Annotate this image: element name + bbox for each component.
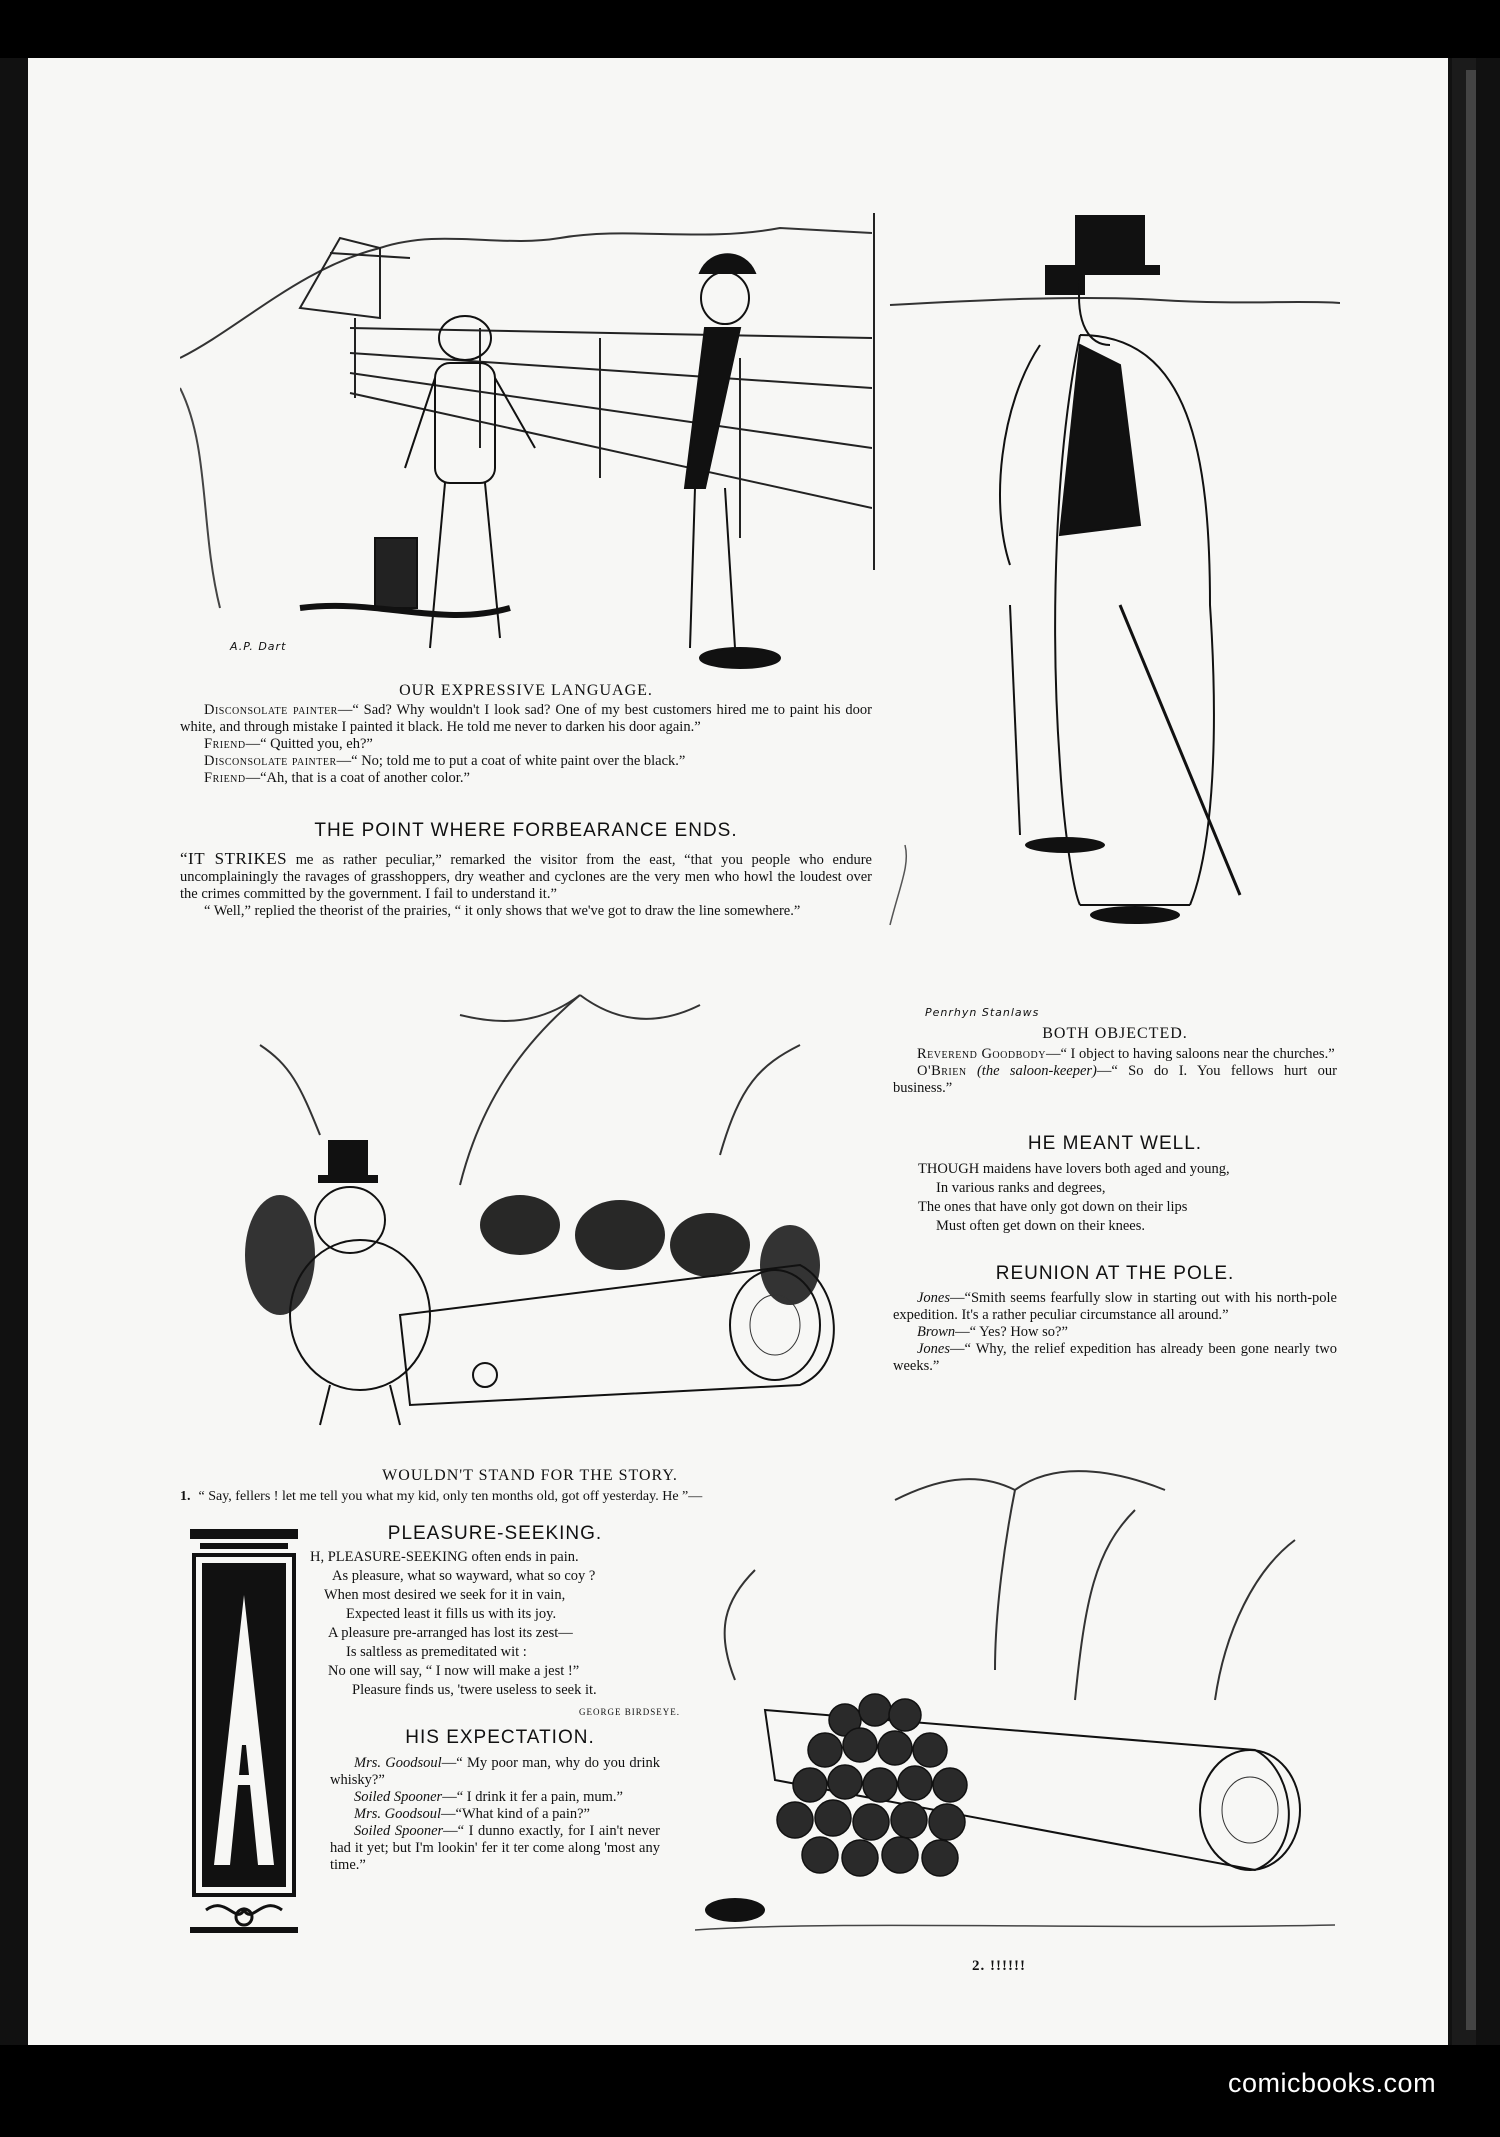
verse-line: No one will say, “ I now will make a jest !” xyxy=(328,1663,580,1679)
forbearance-paragraph-2: “ Well,” replied the theorist of the prairies, “ it only shows that we've got to draw the line somewhere.” xyxy=(204,903,801,919)
verse-line: Must often get down on their knees. xyxy=(936,1218,1146,1234)
dialogue-line: —“ I object to having saloons near the churches.” xyxy=(1045,1046,1335,1062)
page-spine-edge xyxy=(1466,70,1476,2030)
dialogue-line: —“ Yes? How so?” xyxy=(955,1324,1068,1340)
expectation-dialogue xyxy=(330,1755,660,1874)
both-objected-dialogue xyxy=(893,1046,1337,1097)
verse-line: As pleasure, what so wayward, what so coy ? xyxy=(332,1568,596,1584)
verse-line: THOUGH maidens have lovers both aged and young, xyxy=(918,1161,1230,1177)
painter-cartoon-illustration xyxy=(180,208,872,688)
forbearance-paragraph-1: me as rather peculiar,” remarked the visitor from the east, “that you people who endure uncomplainingly the ravages of grasshoppers, dry weather and cyclones are the very men who howl the loudest over the crimes committed by the government. I fail to understand it.” xyxy=(180,852,872,902)
gentlemen-cartoon-illustration xyxy=(880,205,1340,1005)
dialogue-line: —“What kind of a pain?” xyxy=(441,1806,590,1822)
speaker-label: Disconsolate painter xyxy=(204,753,337,769)
both-objected-caption: BOTH OBJECTED. xyxy=(1042,1025,1188,1042)
reunion-title: REUNION AT THE POLE. xyxy=(995,1263,1235,1284)
speaker-label: Soiled Spooner xyxy=(354,1789,443,1805)
verse-line: In various ranks and degrees, xyxy=(936,1180,1106,1196)
speaker-label: Jones xyxy=(917,1290,951,1306)
speaker-label: Mrs. Goodsoul xyxy=(354,1806,442,1822)
ornamental-dropcap xyxy=(186,1525,302,1939)
forbearance-title: THE POINT WHERE FORBEARANCE ENDS. xyxy=(314,820,738,841)
painter-cartoon-dialogue xyxy=(180,702,872,787)
dialogue-line: —“Smith seems fearfully slow in starting out with his north-pole expedition. It's a rather peculiar circumstance all around.” xyxy=(893,1290,1337,1323)
dialogue-line: —“ So do I. You fellows hurt our business.” xyxy=(893,1063,1338,1096)
forbearance-lead: “IT STRIKES xyxy=(180,849,288,868)
dialogue-line: —“ Why, the relief expedition has already been gone nearly two weeks.” xyxy=(893,1341,1337,1374)
monkeys-panel-2-illustration xyxy=(695,1450,1335,1950)
verse-line: Is saltless as premeditated wit : xyxy=(346,1644,527,1660)
speaker-aside: (the saloon-keeper) xyxy=(976,1063,1097,1079)
verse-line: The ones that have only got down on their lips xyxy=(918,1199,1188,1215)
verse-line: H, PLEASURE-SEEKING often ends in pain. xyxy=(310,1549,579,1565)
speaker-label: Disconsolate painter xyxy=(204,702,338,718)
painter-cartoon-caption: OUR EXPRESSIVE LANGUAGE. xyxy=(399,682,653,699)
monkeys-caption: WOULDN'T STAND FOR THE STORY. xyxy=(382,1467,678,1484)
source-watermark: comicbooks.com xyxy=(1228,2068,1437,2098)
panel-1-line: “ Say, fellers ! let me tell you what my kid, only ten months old, got off yesterday. He ”— xyxy=(198,1489,703,1504)
pleasure-author: GEORGE BIRDSEYE. xyxy=(579,1707,680,1717)
expectation-title: HIS EXPECTATION. xyxy=(405,1727,595,1748)
speaker-label: Jones xyxy=(917,1341,951,1357)
verse-line: Pleasure finds us, 'twere useless to seek it. xyxy=(352,1682,597,1698)
dialogue-line: —“ No; told me to put a coat of white paint over the black.” xyxy=(336,753,686,769)
dialogue-line: —“Ah, that is a coat of another color.” xyxy=(245,770,470,786)
panel-2-caption: 2. !!!!!! xyxy=(972,1958,1026,1974)
verse-line: Expected least it fills us with its joy. xyxy=(346,1606,557,1622)
pleasure-title: PLEASURE-SEEKING. xyxy=(387,1523,603,1544)
pleasure-dropcap-letter xyxy=(0,0,1,1)
dialogue-line: —“ Quitted you, eh?” xyxy=(245,736,373,752)
forbearance-text xyxy=(180,850,872,920)
gentlemen-cartoon-signature: Penrhyn Stanlaws xyxy=(925,1006,1040,1019)
column-divider xyxy=(873,213,875,570)
pleasure-verse xyxy=(310,1548,710,1700)
dialogue-line: —“ I drink it fer a pain, mum.” xyxy=(442,1789,623,1805)
speaker-label: O'Brien xyxy=(917,1063,967,1079)
panel-number: 1. xyxy=(180,1489,191,1504)
speaker-label: Mrs. Goodsoul xyxy=(354,1755,442,1771)
speaker-label: Reverend Goodbody xyxy=(917,1046,1046,1062)
scan-border-top xyxy=(0,0,1500,58)
monkeys-panel-1-illustration xyxy=(200,985,870,1455)
verse-line: When most desired we seek for it in vain, xyxy=(324,1587,566,1603)
verse-line: A pleasure pre-arranged has lost its zest— xyxy=(328,1625,573,1641)
speaker-label: Brown xyxy=(917,1324,956,1340)
reunion-dialogue xyxy=(893,1290,1337,1375)
dialogue-line: —“ My poor man, why do you drink whisky?” xyxy=(330,1755,660,1788)
speaker-label: Friend xyxy=(204,770,246,786)
speaker-label: Friend xyxy=(204,736,246,752)
painter-cartoon-signature: A.P. Dart xyxy=(230,640,287,653)
meant-well-title: HE MEANT WELL. xyxy=(1027,1133,1203,1154)
dialogue-line: —“ I dunno exactly, for I ain't never had it yet; but I'm lookin' fer it ter come along 'most any time.” xyxy=(330,1823,661,1873)
dialogue-line: —“ Sad? Why wouldn't I look sad? One of my best customers hired me to paint his door white, and through mistake I painted it black. He told me never to darken his door again.” xyxy=(180,702,872,735)
meant-well-verse xyxy=(918,1160,1338,1236)
speaker-label: Soiled Spooner xyxy=(354,1823,444,1839)
